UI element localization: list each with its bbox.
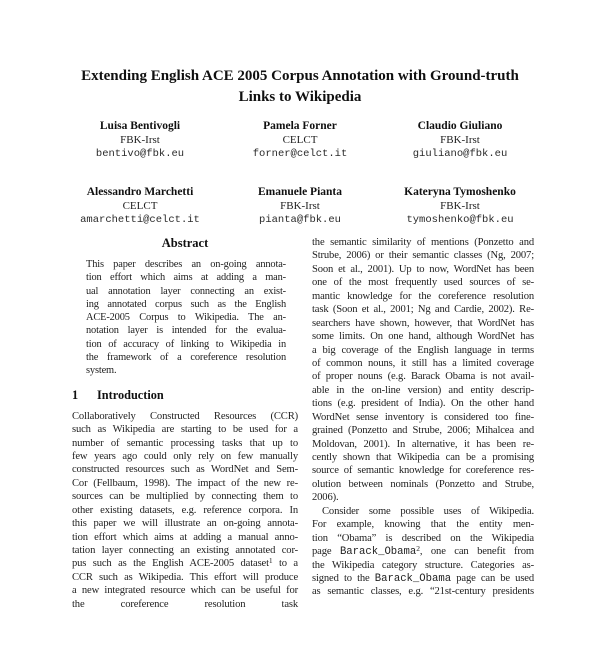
text-line: grained (Ponzetto and Strube, 2006; Mihalcea and: [312, 425, 534, 437]
text-line: pus such as the English ACE-2005 dataset$^1$ to a: [72, 555, 298, 570]
text-line: tions (e.g. president of India). On the other hand: [312, 398, 534, 410]
text-line: Strube, 2006) or their semantic classes (Ng, 2007;: [312, 250, 534, 262]
text-line: signed to the Barack_Obama page can be used: [312, 572, 534, 585]
text-line: such as Wikipedia are starting to be used for a: [72, 424, 298, 436]
section-heading-introduction: [72, 388, 298, 403]
text-line: able in the on-line version) and entity descrip-: [312, 384, 534, 396]
author-email: pianta@fbk.eu: [259, 214, 341, 226]
author-affiliation: FBK-Irst: [440, 134, 480, 146]
author-block-3: [380, 119, 540, 162]
text-line: For example, knowing that the entity men-: [312, 519, 534, 531]
author-name: Kateryna Tymoshenko: [404, 186, 516, 198]
author-affiliation: FBK-Irst: [440, 200, 480, 212]
text-line: ual annotation layer connecting an exist-: [86, 285, 286, 297]
text-line: ing annotated corpus such as the English: [86, 298, 286, 310]
text-line: This paper describes an on-going annota-: [86, 259, 286, 270]
text-line: the Wikipedia category structure. Categories as-: [312, 559, 534, 571]
paper-title-line2: Links to Wikipedia: [238, 89, 362, 105]
text-line: tion “Obama” is described on the Wikipedia: [312, 532, 534, 544]
author-affiliation: FBK-Irst: [120, 134, 160, 146]
author-name: Pamela Forner: [263, 120, 337, 132]
wiki-page-name: Barack_Obama: [374, 572, 452, 585]
text-line: CCR such as Wikipedia. This effort will produce: [72, 571, 298, 583]
text-line: tion effort which aims at adding a manual anno-: [72, 531, 298, 543]
paper-title: [0, 66, 600, 108]
text-line: mantic knowledge for the coreference resolution: [312, 290, 534, 302]
text-line: Soon et al., 2001). Up to now, WordNet has been: [312, 263, 534, 275]
author-email: bentivo@fbk.eu: [95, 148, 185, 160]
author-name: Claudio Giuliano: [417, 120, 503, 132]
author-name: Luisa Bentivogli: [99, 120, 181, 132]
wiki-page-name: Barack_Obama: [339, 546, 417, 559]
abstract-heading: Abstract: [161, 236, 209, 250]
authors-row-2: [0, 185, 600, 228]
author-block-5: [220, 185, 380, 228]
text-line: notation layer is intended for the evalua-: [86, 325, 286, 337]
text-line: tion of accuracy of linking to Wikipedia in: [86, 338, 286, 350]
text-line: one of the most frequently used sources of se-: [312, 277, 534, 289]
text-line: Collaboratively Constructed Resources (CCR): [72, 410, 298, 422]
text-line: Consider some possible uses of Wikipedia.: [322, 505, 534, 517]
author-email: giuliano@fbk.eu: [412, 148, 508, 160]
author-block-4: [60, 185, 220, 228]
section-number: 1: [72, 387, 79, 402]
text-line: other existing datasets, e.g. reference corpora. In: [72, 504, 298, 516]
paragraph: [312, 236, 534, 505]
author-email: forner@celct.it: [252, 148, 348, 160]
text-line: a big coverage of the English language in terms: [312, 344, 534, 356]
paragraph: [312, 505, 534, 599]
paper-page: [0, 66, 600, 666]
author-block-1: [60, 119, 220, 162]
author-affiliation: CELCT: [282, 134, 318, 146]
text-line: the framework of a coreference resolution: [86, 352, 286, 364]
footnote-marker: 1: [268, 555, 273, 565]
text-line: 2006).: [312, 492, 339, 504]
paper-title-line1: Extending English ACE 2005 Corpus Annotation with Ground-truth: [81, 68, 519, 84]
introduction-text: [72, 410, 298, 612]
text-line: tion effort which aims at adding a man-: [86, 272, 286, 284]
author-affiliation: CELCT: [122, 200, 158, 212]
text-line: tation layer connecting an existing annotated cor-: [72, 545, 298, 557]
text-line: system.: [86, 365, 117, 377]
text-line: constructed resources such as WordNet and Sem-: [72, 464, 298, 476]
text-line: olution between nominals (Ponzetto and Strube,: [312, 478, 534, 490]
author-block-6: [380, 185, 540, 228]
text-line: WordNet sense inventory is considered too fine-: [312, 411, 534, 423]
text-line: number of semantic processing tasks that up to: [72, 437, 298, 449]
author-affiliation: FBK-Irst: [280, 200, 320, 212]
footnote-marker: 2: [416, 543, 420, 553]
text-line: of proper nouns (e.g. Barack Obama is not avail-: [312, 371, 534, 383]
text-line: a new integrated resource which can be useful for: [72, 585, 298, 597]
authors-row-1: [0, 119, 600, 162]
text-line: Cor (Fellbaum, 1998). The impact of the new re-: [72, 477, 298, 489]
left-column: [72, 236, 298, 611]
text-line: source of semantic knowledge for coreference res-: [312, 465, 534, 477]
text-line: page Barack_Obama$^2$, one can benefit from: [312, 543, 534, 559]
text-line: sources can be multiplied by connecting them to: [72, 491, 298, 503]
section-title: Introduction: [97, 387, 164, 402]
two-column-body: [0, 236, 600, 611]
abstract-text: [86, 258, 286, 378]
author-name: Emanuele Pianta: [257, 186, 342, 198]
author-email: tymoshenko@fbk.eu: [406, 214, 514, 226]
text-line: Moldovan, 2001). In alternative, it has been re-: [312, 438, 534, 450]
right-column: [312, 236, 534, 611]
text-line: task (Soon et al., 2001; Ng and Cardie, 2002). Re-: [312, 304, 534, 316]
text-line: of common nouns, it still has a limited coverage: [312, 357, 534, 369]
text-line: ACE-2005 Corpus to Wikipedia. The an-: [86, 312, 286, 324]
author-name: Alessandro Marchetti: [86, 186, 194, 198]
text-line: cently shown that Wikipedia can be a promising: [312, 452, 534, 463]
text-line: this paper we will illustrate an on-going annota-: [72, 518, 298, 530]
text-line: searchers have shown, however, that WordNet has: [312, 317, 534, 329]
text-line: the coreference resolution task: [72, 598, 298, 610]
text-line: some limits. On one hand, although WordNet has: [312, 331, 534, 343]
text-line: as semantic classes, e.g. “21st-century presidents: [312, 586, 534, 598]
text-line: few years ago could only rely on few manually: [72, 450, 298, 462]
author-email: amarchetti@celct.it: [80, 214, 200, 226]
author-block-2: [220, 119, 380, 162]
text-line: the semantic similarity of mentions (Ponzetto and: [312, 237, 534, 248]
